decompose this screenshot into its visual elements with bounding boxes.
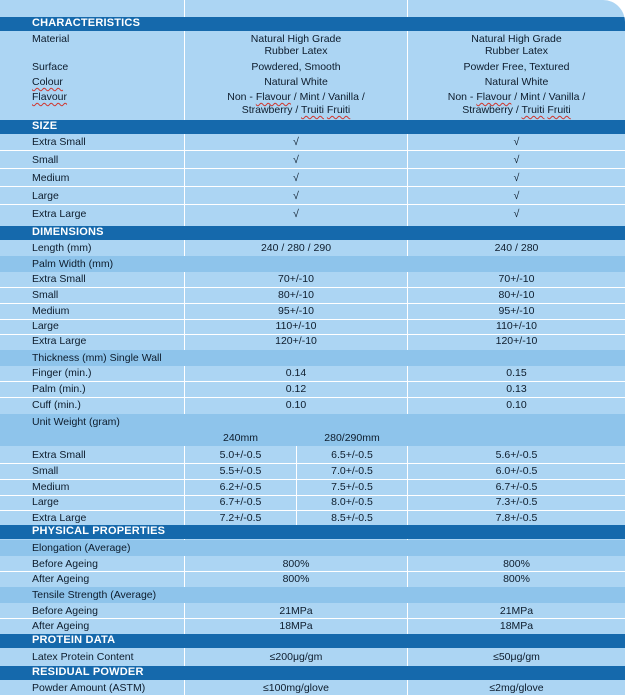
- row-label-flavour: [32, 91, 67, 104]
- sub-header-elongation: [0, 540, 625, 556]
- sub-header-label: Thickness (mm) Single Wall: [32, 352, 162, 364]
- length-label: Length (mm): [32, 242, 92, 254]
- weight-value: 5.5+/-0.5: [219, 465, 262, 477]
- sub-header-palm-width: [0, 256, 625, 272]
- flavour-text: Flavour: [476, 91, 512, 103]
- size-label: Large: [32, 190, 59, 202]
- section-title: RESIDUAL POWDER: [32, 666, 144, 678]
- sub-header-tensile: [0, 587, 625, 603]
- row-divider: [0, 479, 625, 480]
- row-divider: [0, 397, 625, 398]
- section-header-physical-properties: [0, 525, 625, 539]
- flavour-text: / Mint / Vanilla /: [511, 91, 586, 103]
- tensile-label: Before Ageing: [32, 605, 98, 617]
- weight-value: 8.0+/-0.5: [331, 496, 373, 508]
- row-divider: [0, 287, 625, 288]
- elongation-value: 800%: [282, 558, 310, 570]
- palm-value: 120+/-10: [495, 335, 538, 347]
- thickness-value: 0.14: [285, 367, 307, 379]
- thickness-value: 0.13: [506, 383, 527, 395]
- palm-label: Extra Large: [32, 335, 87, 347]
- section-header-size: [0, 120, 625, 134]
- elongation-label: After Ageing: [32, 573, 90, 585]
- weight-label: Medium: [32, 481, 70, 493]
- palm-label: Extra Small: [32, 273, 86, 285]
- palm-value: 80+/-10: [278, 289, 314, 301]
- size-label: Medium: [32, 172, 70, 184]
- flavour-value-1a: [185, 91, 407, 104]
- weight-value: 5.0+/-0.5: [219, 449, 262, 461]
- weight-column-240: 240mm: [222, 432, 258, 444]
- thickness-value: 0.12: [285, 383, 307, 395]
- flavour-text: Truiti: [301, 104, 324, 116]
- weight-value: 6.0+/-0.5: [495, 465, 538, 477]
- sub-header-thickness: [0, 350, 625, 366]
- row-label-material: Material: [32, 33, 70, 45]
- weight-label: Small: [32, 465, 59, 477]
- row-label-surface: Surface: [32, 61, 69, 73]
- tensile-value: 18MPa: [499, 620, 534, 632]
- thickness-label: Finger (min.): [32, 367, 92, 379]
- palm-value: 70+/-10: [278, 273, 314, 285]
- colour-value-2: Natural White: [484, 76, 549, 88]
- size-label: Small: [32, 154, 59, 166]
- thickness-label: Cuff (min.): [32, 399, 81, 411]
- powder-label: Powder Amount (ASTM): [32, 682, 146, 694]
- size-check: √: [513, 154, 520, 166]
- section-header-residual-powder: [0, 666, 625, 680]
- weight-value: 7.0+/-0.5: [331, 465, 373, 477]
- size-check: √: [293, 172, 299, 184]
- section-title: CHARACTERISTICS: [32, 17, 141, 29]
- weight-value: 7.5+/-0.5: [331, 481, 373, 493]
- section-title: DIMENSIONS: [32, 226, 104, 238]
- palm-value: 95+/-10: [278, 305, 314, 317]
- protein-label: Latex Protein Content: [32, 651, 134, 663]
- thickness-value: 0.15: [506, 367, 527, 379]
- size-check: √: [293, 190, 299, 202]
- row-divider: [0, 571, 625, 572]
- colour-word: Colour: [32, 76, 63, 88]
- elongation-value: 800%: [503, 573, 530, 585]
- row-label-colour: [32, 76, 63, 89]
- tensile-value: 21MPa: [499, 605, 534, 617]
- flavour-text: Fruiti: [326, 104, 351, 116]
- weight-label: Extra Large: [32, 512, 87, 524]
- material-value-2a: Natural High Grade: [471, 33, 562, 45]
- size-label: Extra Large: [32, 208, 87, 220]
- section-title: PROTEIN DATA: [32, 634, 116, 646]
- surface-value-1: Powdered, Smooth: [251, 61, 341, 73]
- sub-header-weight-columns: [0, 430, 625, 446]
- material-value-1a: Natural High Grade: [250, 33, 342, 45]
- flavour-value-1b: [185, 104, 407, 117]
- powder-value-2: ≤2mg/glove: [489, 682, 544, 694]
- flavour-text: Strawberry /: [462, 104, 522, 116]
- protein-value-1: ≤200μg/gm: [269, 651, 323, 663]
- thickness-value: 0.10: [285, 399, 307, 411]
- weight-label: Extra Small: [32, 449, 86, 461]
- section-title: PHYSICAL PROPERTIES: [32, 525, 166, 537]
- flavour-text: Fruiti: [547, 104, 571, 116]
- row-divider: [0, 463, 625, 464]
- protein-value-2: ≤50μg/gm: [493, 651, 540, 663]
- elongation-value: 800%: [282, 573, 310, 585]
- size-check: √: [293, 154, 299, 166]
- weight-column-280-290: 280/290mm: [324, 432, 380, 444]
- size-check: √: [513, 172, 520, 184]
- weight-value: 6.7+/-0.5: [495, 481, 538, 493]
- surface-value-2: Powder Free, Textured: [463, 61, 570, 73]
- sub-header-label: Elongation (Average): [32, 542, 131, 554]
- section-header-dimensions: [0, 226, 625, 240]
- weight-label: Large: [32, 496, 59, 508]
- material-value-2b: Rubber Latex: [484, 45, 549, 57]
- thickness-label: Palm (min.): [32, 383, 86, 395]
- row-divider: [0, 186, 625, 187]
- flavour-text: Strawberry /: [241, 104, 302, 116]
- weight-value: 6.5+/-0.5: [331, 449, 373, 461]
- weight-value: 7.2+/-0.5: [219, 512, 262, 524]
- tensile-label: After Ageing: [32, 620, 90, 632]
- size-check: √: [513, 136, 520, 148]
- flavour-text: Flavour: [255, 91, 291, 103]
- flavour-text: / Mint / Vanilla /: [290, 91, 365, 103]
- section-header-protein-data: [0, 634, 625, 648]
- material-value-1b: Rubber Latex: [264, 45, 328, 57]
- weight-value: 8.5+/-0.5: [331, 512, 373, 524]
- row-divider: [0, 618, 625, 619]
- tensile-value: 21MPa: [279, 605, 313, 617]
- row-divider: [0, 204, 625, 205]
- section-header-characteristics: [0, 17, 625, 31]
- palm-label: Large: [32, 320, 59, 332]
- flavour-text: Truiti: [521, 104, 545, 116]
- tensile-value: 18MPa: [279, 620, 313, 632]
- sub-header-label: Palm Width (mm): [32, 258, 114, 270]
- size-check: √: [513, 208, 520, 220]
- palm-value: 120+/-10: [275, 335, 317, 347]
- palm-value: 110+/-10: [496, 320, 537, 332]
- flavour-text: Non -: [447, 91, 477, 103]
- palm-value: 80+/-10: [498, 289, 535, 301]
- palm-value: 95+/-10: [498, 305, 535, 317]
- length-value-2: 240 / 280: [494, 242, 539, 254]
- flavour-text: Non -: [227, 91, 256, 103]
- section-title: SIZE: [32, 120, 58, 132]
- powder-value-1: ≤100mg/glove: [263, 682, 329, 694]
- sub-header-label: Tensile Strength (Average): [32, 589, 157, 601]
- palm-label: Medium: [32, 305, 70, 317]
- size-check: √: [513, 190, 520, 202]
- weight-value: 6.2+/-0.5: [219, 481, 262, 493]
- size-label: Extra Small: [32, 136, 86, 148]
- row-divider: [0, 168, 625, 169]
- size-check: √: [293, 136, 299, 148]
- row-divider: [0, 303, 625, 304]
- row-divider: [0, 510, 625, 511]
- weight-value: 7.8+/-0.5: [495, 512, 538, 524]
- weight-value: 6.7+/-0.5: [219, 496, 262, 508]
- flavour-value-2a: [408, 91, 625, 104]
- weight-value: 5.6+/-0.5: [495, 449, 538, 461]
- row-divider: [0, 150, 625, 151]
- elongation-label: Before Ageing: [32, 558, 98, 570]
- colour-value-1: Natural White: [264, 76, 328, 88]
- palm-label: Small: [32, 289, 59, 301]
- palm-value: 70+/-10: [498, 273, 535, 285]
- weight-value: 7.3+/-0.5: [495, 496, 538, 508]
- thickness-value: 0.10: [506, 399, 527, 411]
- palm-value: 110+/-10: [275, 320, 317, 332]
- sub-header-unit-weight: [0, 414, 625, 430]
- flavour-value-2b: [408, 104, 625, 117]
- sub-header-label: Unit Weight (gram): [32, 416, 120, 428]
- elongation-value: 800%: [503, 558, 530, 570]
- length-value-1: 240 / 280 / 290: [260, 242, 332, 254]
- row-divider: [0, 381, 625, 382]
- flavour-word: Flavour: [32, 91, 68, 103]
- size-check: √: [293, 208, 299, 220]
